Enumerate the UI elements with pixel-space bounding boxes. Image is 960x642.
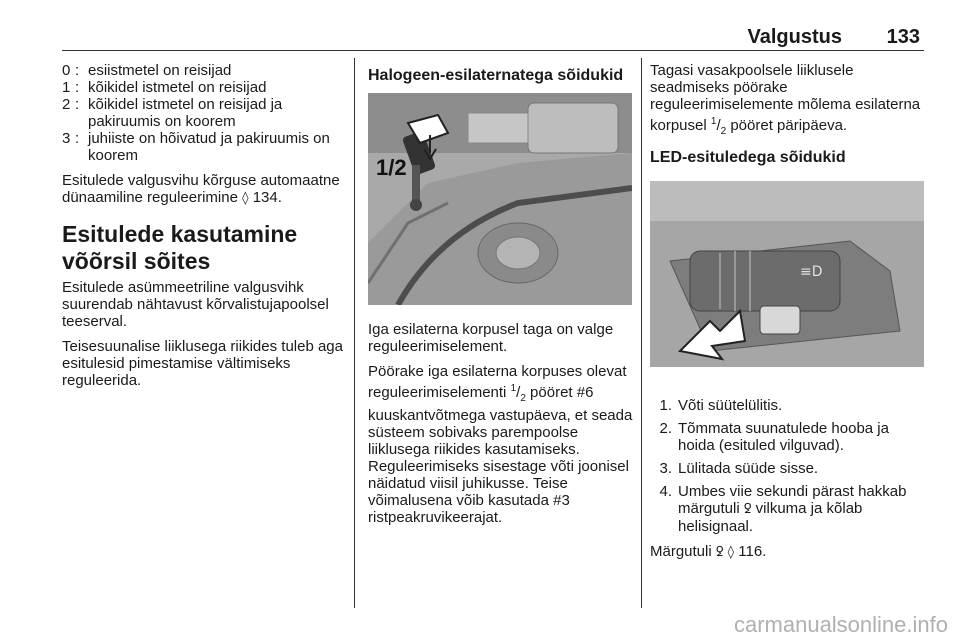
column-1 <box>62 62 344 397</box>
column-2 <box>368 62 634 534</box>
paragraph: Iga esilaterna korpusel taga on valge reguleerimiselement. <box>368 321 614 355</box>
page-reference-link[interactable]: 116. <box>738 543 767 560</box>
watermark: carmanualsonline.info <box>733 612 948 637</box>
paragraph: Teisesuunalise liiklusega riikides tuleb aga esitulesid pimestamise vältimiseks reguleerida. <box>62 338 343 389</box>
subsection-heading: Halogeen-esilaternatega sõidukid <box>368 67 624 84</box>
page-header <box>62 22 924 51</box>
column-divider-1 <box>354 58 355 608</box>
column-3 <box>650 62 926 569</box>
reference-arrow-icon: ◊ <box>727 545 735 560</box>
list-item: 3. Lülitada süüde sisse. <box>659 460 819 477</box>
definition-row: 0 : esiistmetel on reisijad <box>62 62 232 79</box>
auto-leveling-paragraph: Esitulede valgusvihu kõrguse automaatne dünaamiline reguleerimine ◊ 134. <box>62 172 340 206</box>
page-reference-link[interactable]: 134. <box>252 189 282 206</box>
led-steps-list <box>650 397 926 535</box>
column-divider-2 <box>641 58 642 608</box>
fraction-one-half: $^1/_2$ <box>510 383 526 404</box>
list-item: 4. Umbes viie sekundi pärast hakkab märgutuli ꝿ vilkuma ja kõlab helisignaal. <box>659 483 907 535</box>
turn-signal-lever-image <box>650 181 924 367</box>
image-label: 1/2 <box>376 155 407 180</box>
section-heading: Esitulede kasutamine võõrsil sõites <box>62 221 298 274</box>
warning-lamp-icon: ꝿ <box>715 545 724 560</box>
indicator-reference-paragraph: Märgutuli ꝿ ◊ 116. <box>650 543 767 560</box>
adjust-instructions-paragraph: Pöörake iga esilaterna korpuses olevat reguleerimiselementi $^1/_2$ pööret #6 kuuskantvõtmega vastupäeva, et seada süsteem sobivaks parempoolse liiklusega riikides kasutamiseks. Reguleerimiseks sisestage võti joonisel näidatud viisil juhikusse. Teise võimalusena võib kasutada #3 ristpeakruvikeerajat. <box>368 363 633 526</box>
paragraph: Esitulede asümmeetriline valgusvihk suurendab nähtavust kõrvalistujapoolsel teeserval. <box>62 279 329 330</box>
return-left-traffic-paragraph: Tagasi vasakpoolsele liiklusele seadmiseks pöörake reguleerimiselemente mõlema esilaterna korpusel $^1/_2$ pööret päripäeva. <box>650 62 921 137</box>
page-number: 133 <box>886 26 920 48</box>
definition-row: 2 : kõikidel istmetel on reisijad ja pakiruumis on koorem <box>62 96 283 130</box>
chapter-title: Valgustus <box>747 26 842 48</box>
warning-lamp-icon: ꝿ <box>743 502 752 517</box>
reference-arrow-icon: ◊ <box>242 191 249 206</box>
svg-text:≡D: ≡D <box>800 264 823 280</box>
subsection-heading: LED-esituledega sõidukid <box>650 149 846 166</box>
list-item: 1. Võti süütelülitis. <box>659 397 783 414</box>
load-definitions <box>62 62 344 164</box>
definition-row: 3 : juhiiste on hõivatud ja pakiruumis on koorem <box>62 130 330 164</box>
fraction-one-half: $^1/_2$ <box>710 116 727 137</box>
headlamp-adjuster-image <box>368 93 632 305</box>
list-item: 2. Tõmmata suunatulede hooba ja hoida (esituled vilguvad). <box>659 420 889 454</box>
definition-row: 1 : kõikidel istmetel on reisijad <box>62 79 267 96</box>
